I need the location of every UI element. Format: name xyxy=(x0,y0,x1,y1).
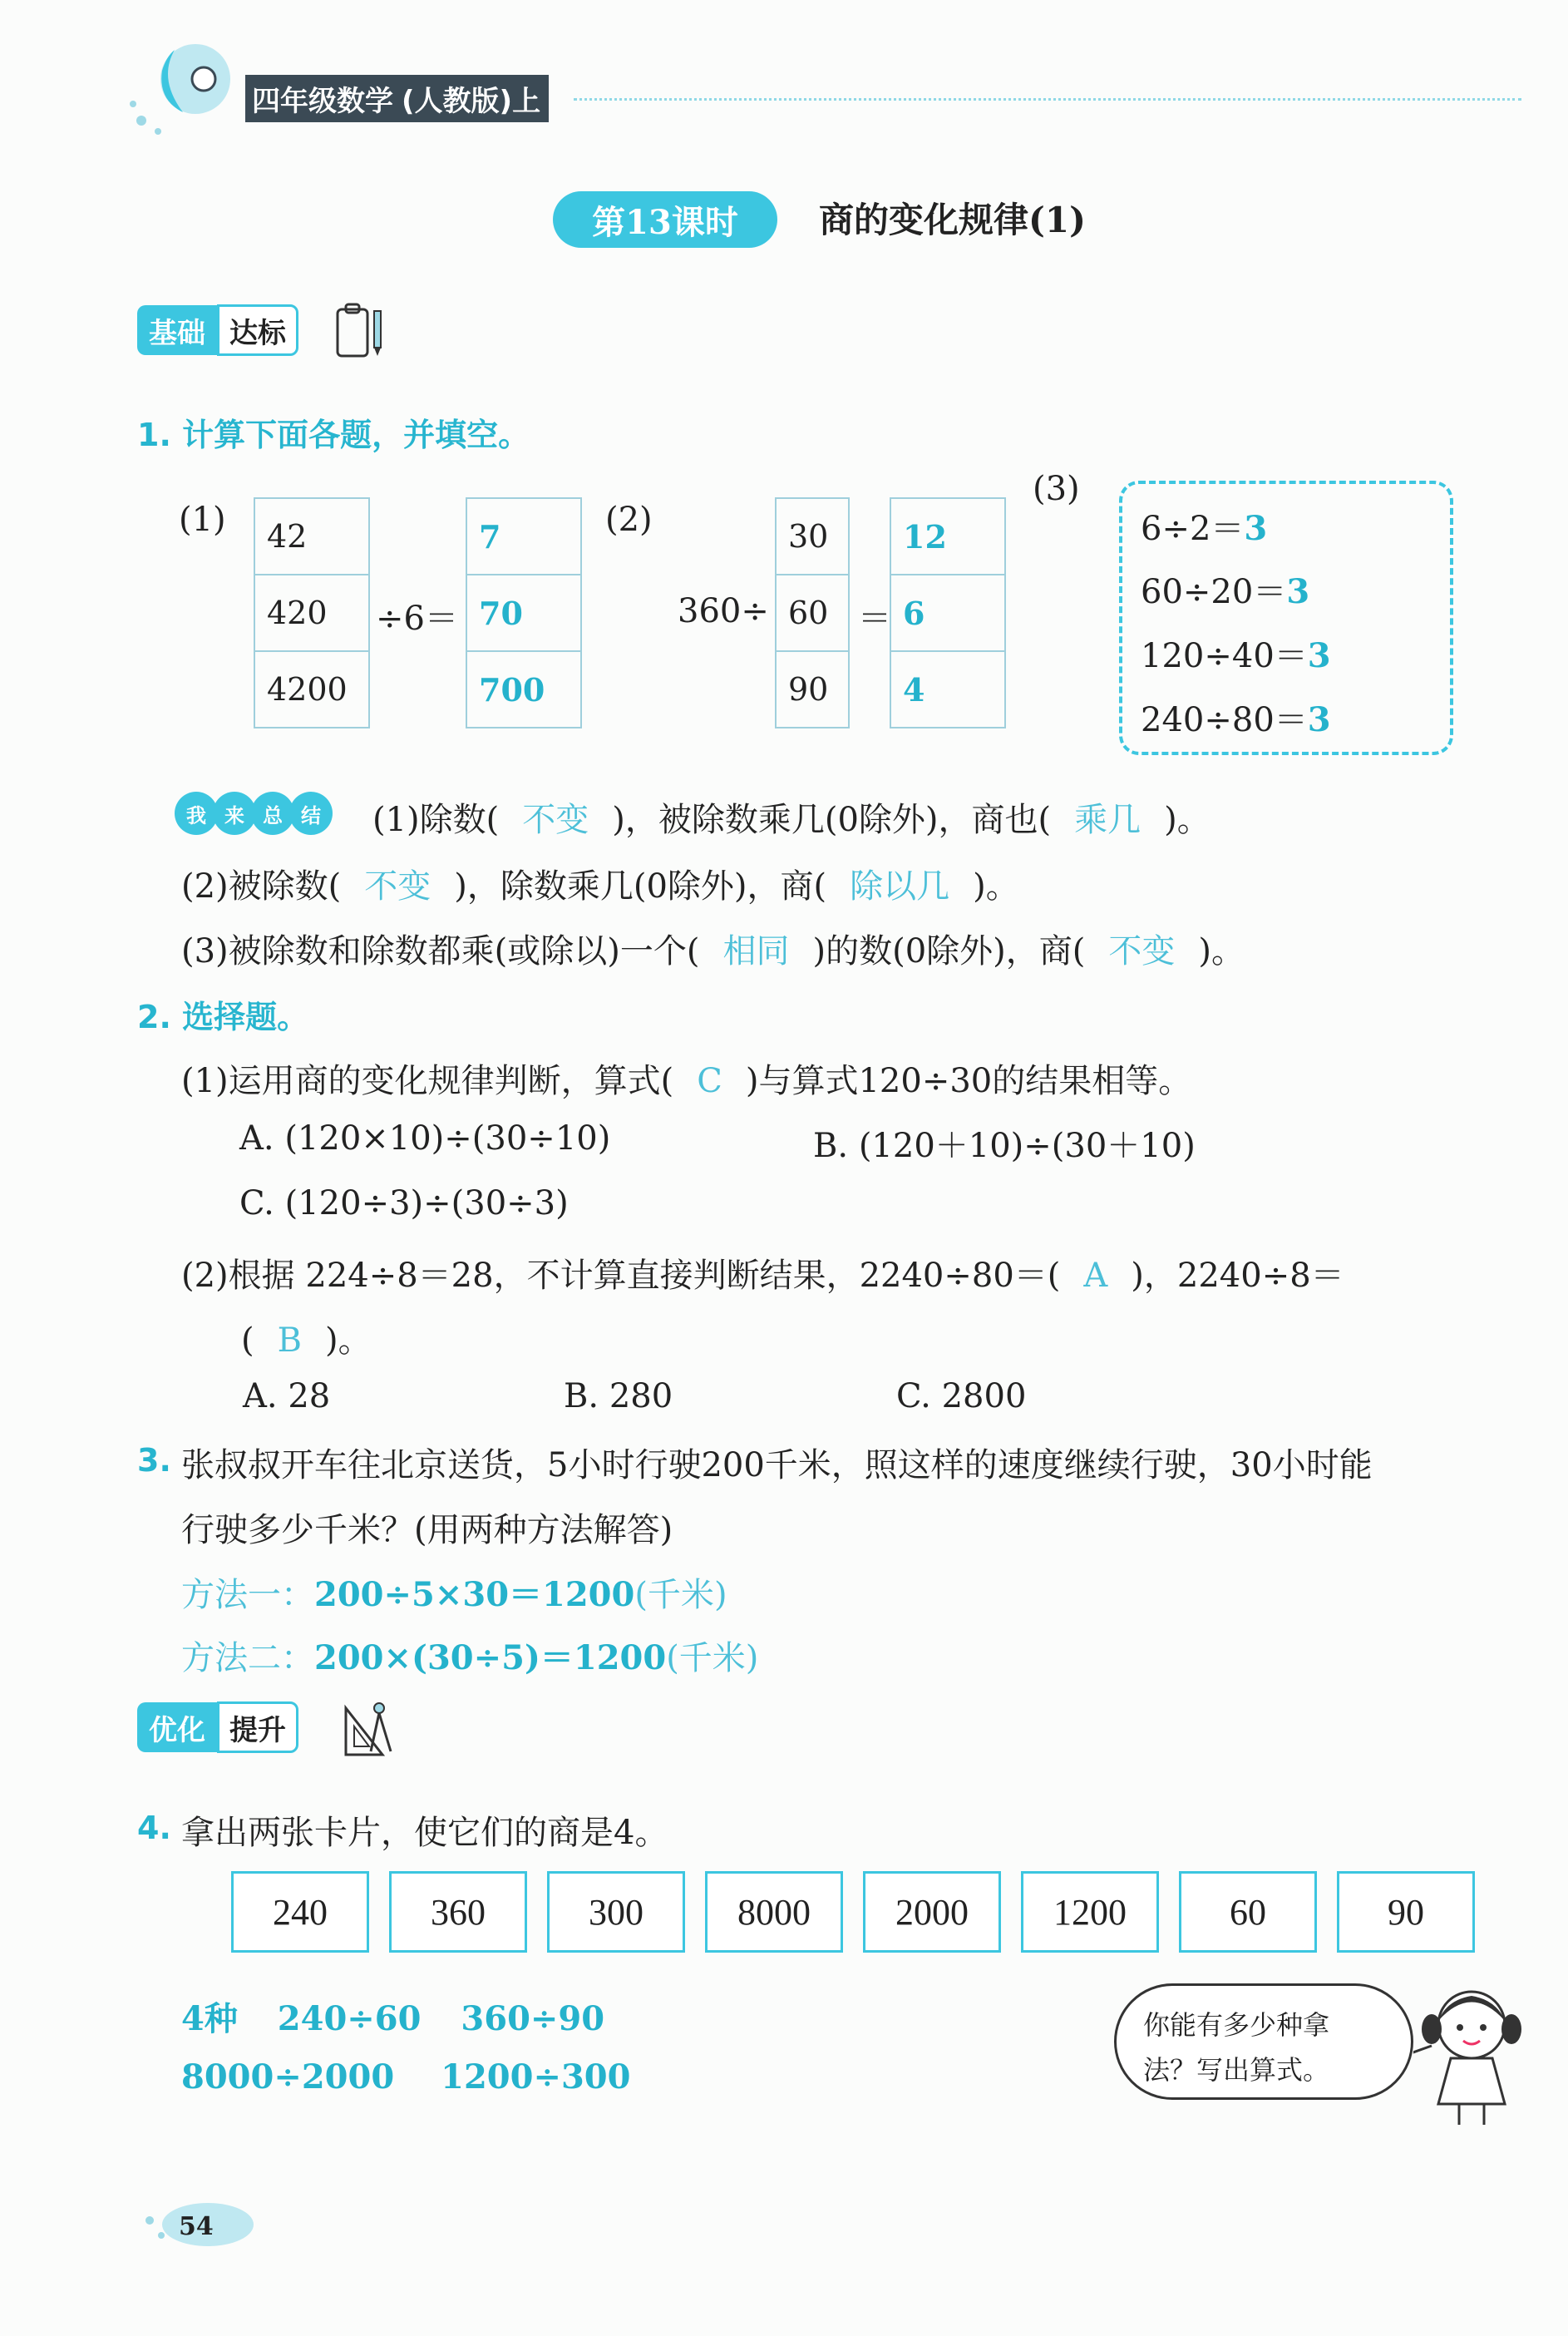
q1-p2-divisor: 30 xyxy=(775,497,850,575)
q2-text: )与算式120÷30的结果相等。 xyxy=(745,1062,1192,1100)
section-basic-right: 达标 xyxy=(217,304,298,356)
q3-method-expr: 200×(30÷5)＝1200 xyxy=(314,1638,667,1677)
q1-p2-divisor: 90 xyxy=(775,650,850,728)
q1-p3-expr: 120÷40＝ xyxy=(1141,637,1308,675)
q1-p1-dividend: 420 xyxy=(254,574,370,652)
summary-answer: 不变 xyxy=(1108,932,1176,970)
q4-answer-line2 xyxy=(181,2057,630,2096)
clipboard-pencil-icon xyxy=(333,301,391,361)
q1-p3-expr: 240÷80＝ xyxy=(1141,701,1308,739)
q3-method2 xyxy=(181,1632,758,1679)
summary-text: )。 xyxy=(1164,801,1211,839)
q4-card: 1200 xyxy=(1021,1871,1159,1953)
summary-text: )，被除数乘几(0除外)，商也( xyxy=(612,801,1052,839)
q2-text: (2)根据 224÷8＝28，不计算直接判断结果，2240÷80＝( xyxy=(181,1257,1061,1295)
summary-answer: 乘几 xyxy=(1074,801,1141,839)
speech-bubble-line: 你能有多少种拿 xyxy=(1143,2009,1330,2041)
summary-line-1 xyxy=(372,793,1211,841)
q1-p1-dividend: 4200 xyxy=(254,650,370,728)
q1-p2-prefix: 360÷ xyxy=(678,592,769,630)
section-advanced-tag xyxy=(137,1696,298,1758)
q4-card: 2000 xyxy=(863,1871,1001,1953)
q1-p1-answer: 70 xyxy=(466,574,582,652)
q1-p2-equals: ＝ xyxy=(858,600,891,638)
q1-p3-expr: 60÷20＝ xyxy=(1141,573,1287,611)
q1-p3-answer: 3 xyxy=(1307,700,1331,739)
q1-p1-dividend: 42 xyxy=(254,497,370,575)
section-basic-left: 基础 xyxy=(137,305,217,355)
girl-character-icon xyxy=(1413,1979,1530,2129)
page-number: 54 xyxy=(179,2212,214,2241)
q1-p3-row xyxy=(1141,565,1309,613)
q4-card: 8000 xyxy=(705,1871,843,1953)
summary-text: )。 xyxy=(973,867,1019,906)
summary-answer: 不变 xyxy=(522,801,589,839)
q1-p3-row xyxy=(1141,630,1331,677)
summary-answer: 相同 xyxy=(722,932,790,970)
header-logo-icon xyxy=(125,33,249,141)
q1-p2-answer: 6 xyxy=(890,574,1006,652)
q1-p3-answer: 3 xyxy=(1244,509,1268,548)
q2-s2-text xyxy=(181,1249,1344,1296)
q4-card: 360 xyxy=(389,1871,527,1953)
header-grade: 四年级数学 xyxy=(245,75,400,122)
q4-card: 90 xyxy=(1337,1871,1475,1953)
summary-badge-char: 来 xyxy=(213,792,256,835)
q1-p3-expr: 6÷2＝ xyxy=(1141,510,1245,548)
lesson-title: 商的变化规律(1) xyxy=(819,200,1086,240)
section-advanced-right: 提升 xyxy=(217,1701,298,1753)
q4-title: 拿出两张卡片，使它们的商是4。 xyxy=(181,1814,668,1852)
q4-card: 240 xyxy=(231,1871,369,1953)
q2-text: ( xyxy=(241,1321,254,1360)
speech-bubble-line: 法？写出算式。 xyxy=(1143,2054,1330,2086)
q3-number: 3. xyxy=(137,1442,171,1479)
q1-part2-label: (2) xyxy=(605,501,653,539)
section-advanced-left: 优化 xyxy=(137,1702,217,1752)
header-grade-tag xyxy=(245,77,549,120)
q1-title: 1. 计算下面各题，并填空。 xyxy=(137,417,530,453)
q1-part3-label: (3) xyxy=(1033,470,1080,508)
q4-card: 300 xyxy=(547,1871,685,1953)
summary-text: (1)除数( xyxy=(372,801,500,839)
q2-s2-option-b: B. 280 xyxy=(564,1377,673,1415)
speech-bubble-text xyxy=(1143,2003,1329,2092)
q2-text: )。 xyxy=(325,1321,372,1360)
q2-text: )，2240÷8＝ xyxy=(1131,1257,1344,1295)
q1-p1-operator: ÷6＝ xyxy=(376,600,458,638)
q3-method-unit: (千米) xyxy=(666,1639,759,1677)
summary-badge xyxy=(175,792,328,837)
q3-method-label: 方法二： xyxy=(181,1639,314,1677)
header-divider xyxy=(574,98,1521,101)
q2-text: (1)运用商的变化规律判断，算式( xyxy=(181,1062,674,1100)
q2-s1-option-c: C. (120÷3)÷(30÷3) xyxy=(239,1184,569,1222)
summary-badge-char: 总 xyxy=(251,792,294,835)
q3-method-expr: 200÷5×30＝1200 xyxy=(314,1575,635,1614)
summary-text: )，除数乘几(0除外)，商( xyxy=(454,867,827,906)
q3-text-line1: 张叔叔开车往北京送货，5小时行驶200千米，照这样的速度继续行驶，30小时能 xyxy=(181,1446,1373,1484)
q1-p1-answer: 7 xyxy=(466,497,582,575)
q4-answer: 4种 xyxy=(181,1999,238,2038)
header-edition: (人教版)上 xyxy=(400,75,549,122)
q3-method-label: 方法一： xyxy=(181,1576,314,1614)
q2-s1-answer: C xyxy=(697,1062,722,1100)
q2-s2-line2 xyxy=(241,1314,372,1361)
q4-answer: 360÷90 xyxy=(461,1999,605,2038)
q2-s2-answer2: B xyxy=(277,1321,303,1360)
summary-badge-char: 我 xyxy=(175,792,218,835)
summary-answer: 除以几 xyxy=(850,867,950,906)
q4-card: 60 xyxy=(1179,1871,1317,1953)
q4-answer: 1200÷300 xyxy=(441,2057,631,2096)
summary-text: )。 xyxy=(1198,932,1245,970)
summary-answer: 不变 xyxy=(364,867,431,906)
q4-answer: 240÷60 xyxy=(277,1999,422,2038)
summary-text: (2)被除数( xyxy=(181,867,342,906)
q4-answer: 8000÷2000 xyxy=(181,2057,395,2096)
q1-p3-answer: 3 xyxy=(1307,636,1331,675)
q1-part1-label: (1) xyxy=(179,501,226,539)
q4-number: 4. xyxy=(137,1810,171,1846)
q1-p1-answer: 700 xyxy=(466,650,582,728)
q1-p3-row xyxy=(1141,502,1267,550)
q1-p3-answer: 3 xyxy=(1286,572,1310,611)
summary-badge-char: 结 xyxy=(289,792,333,835)
q3-text-line2: 行驶多少千米？(用两种方法解答) xyxy=(181,1511,673,1549)
q2-s2-option-c: C. 2800 xyxy=(896,1377,1027,1415)
lesson-label: 第13课时 xyxy=(553,191,777,248)
q3-method1 xyxy=(181,1568,727,1616)
summary-text: (3)被除数和除数都乘(或除以)一个( xyxy=(181,932,700,970)
q1-p2-divisor: 60 xyxy=(775,574,850,652)
q1-p2-answer: 4 xyxy=(890,650,1006,728)
q2-s2-option-a: A. 28 xyxy=(243,1377,331,1415)
q2-title: 2. 选择题。 xyxy=(137,999,309,1035)
q4-answer-line1 xyxy=(181,1993,604,2040)
summary-line-3 xyxy=(181,925,1245,972)
q3-method-unit: (千米) xyxy=(634,1576,727,1614)
ruler-compass-icon xyxy=(341,1696,399,1760)
q2-s1-text xyxy=(181,1054,1191,1102)
q1-p3-row xyxy=(1141,694,1331,741)
summary-line-2 xyxy=(181,860,1019,907)
q2-s1-option-b: B. (120＋10)÷(30＋10) xyxy=(813,1127,1196,1165)
q2-s2-answer1: A xyxy=(1083,1257,1108,1295)
q1-p2-answer: 12 xyxy=(890,497,1006,575)
q2-s1-option-a: A. (120×10)÷(30÷10) xyxy=(239,1119,611,1158)
section-basic-tag xyxy=(137,299,298,361)
summary-text: )的数(0除外)，商( xyxy=(812,932,1086,970)
